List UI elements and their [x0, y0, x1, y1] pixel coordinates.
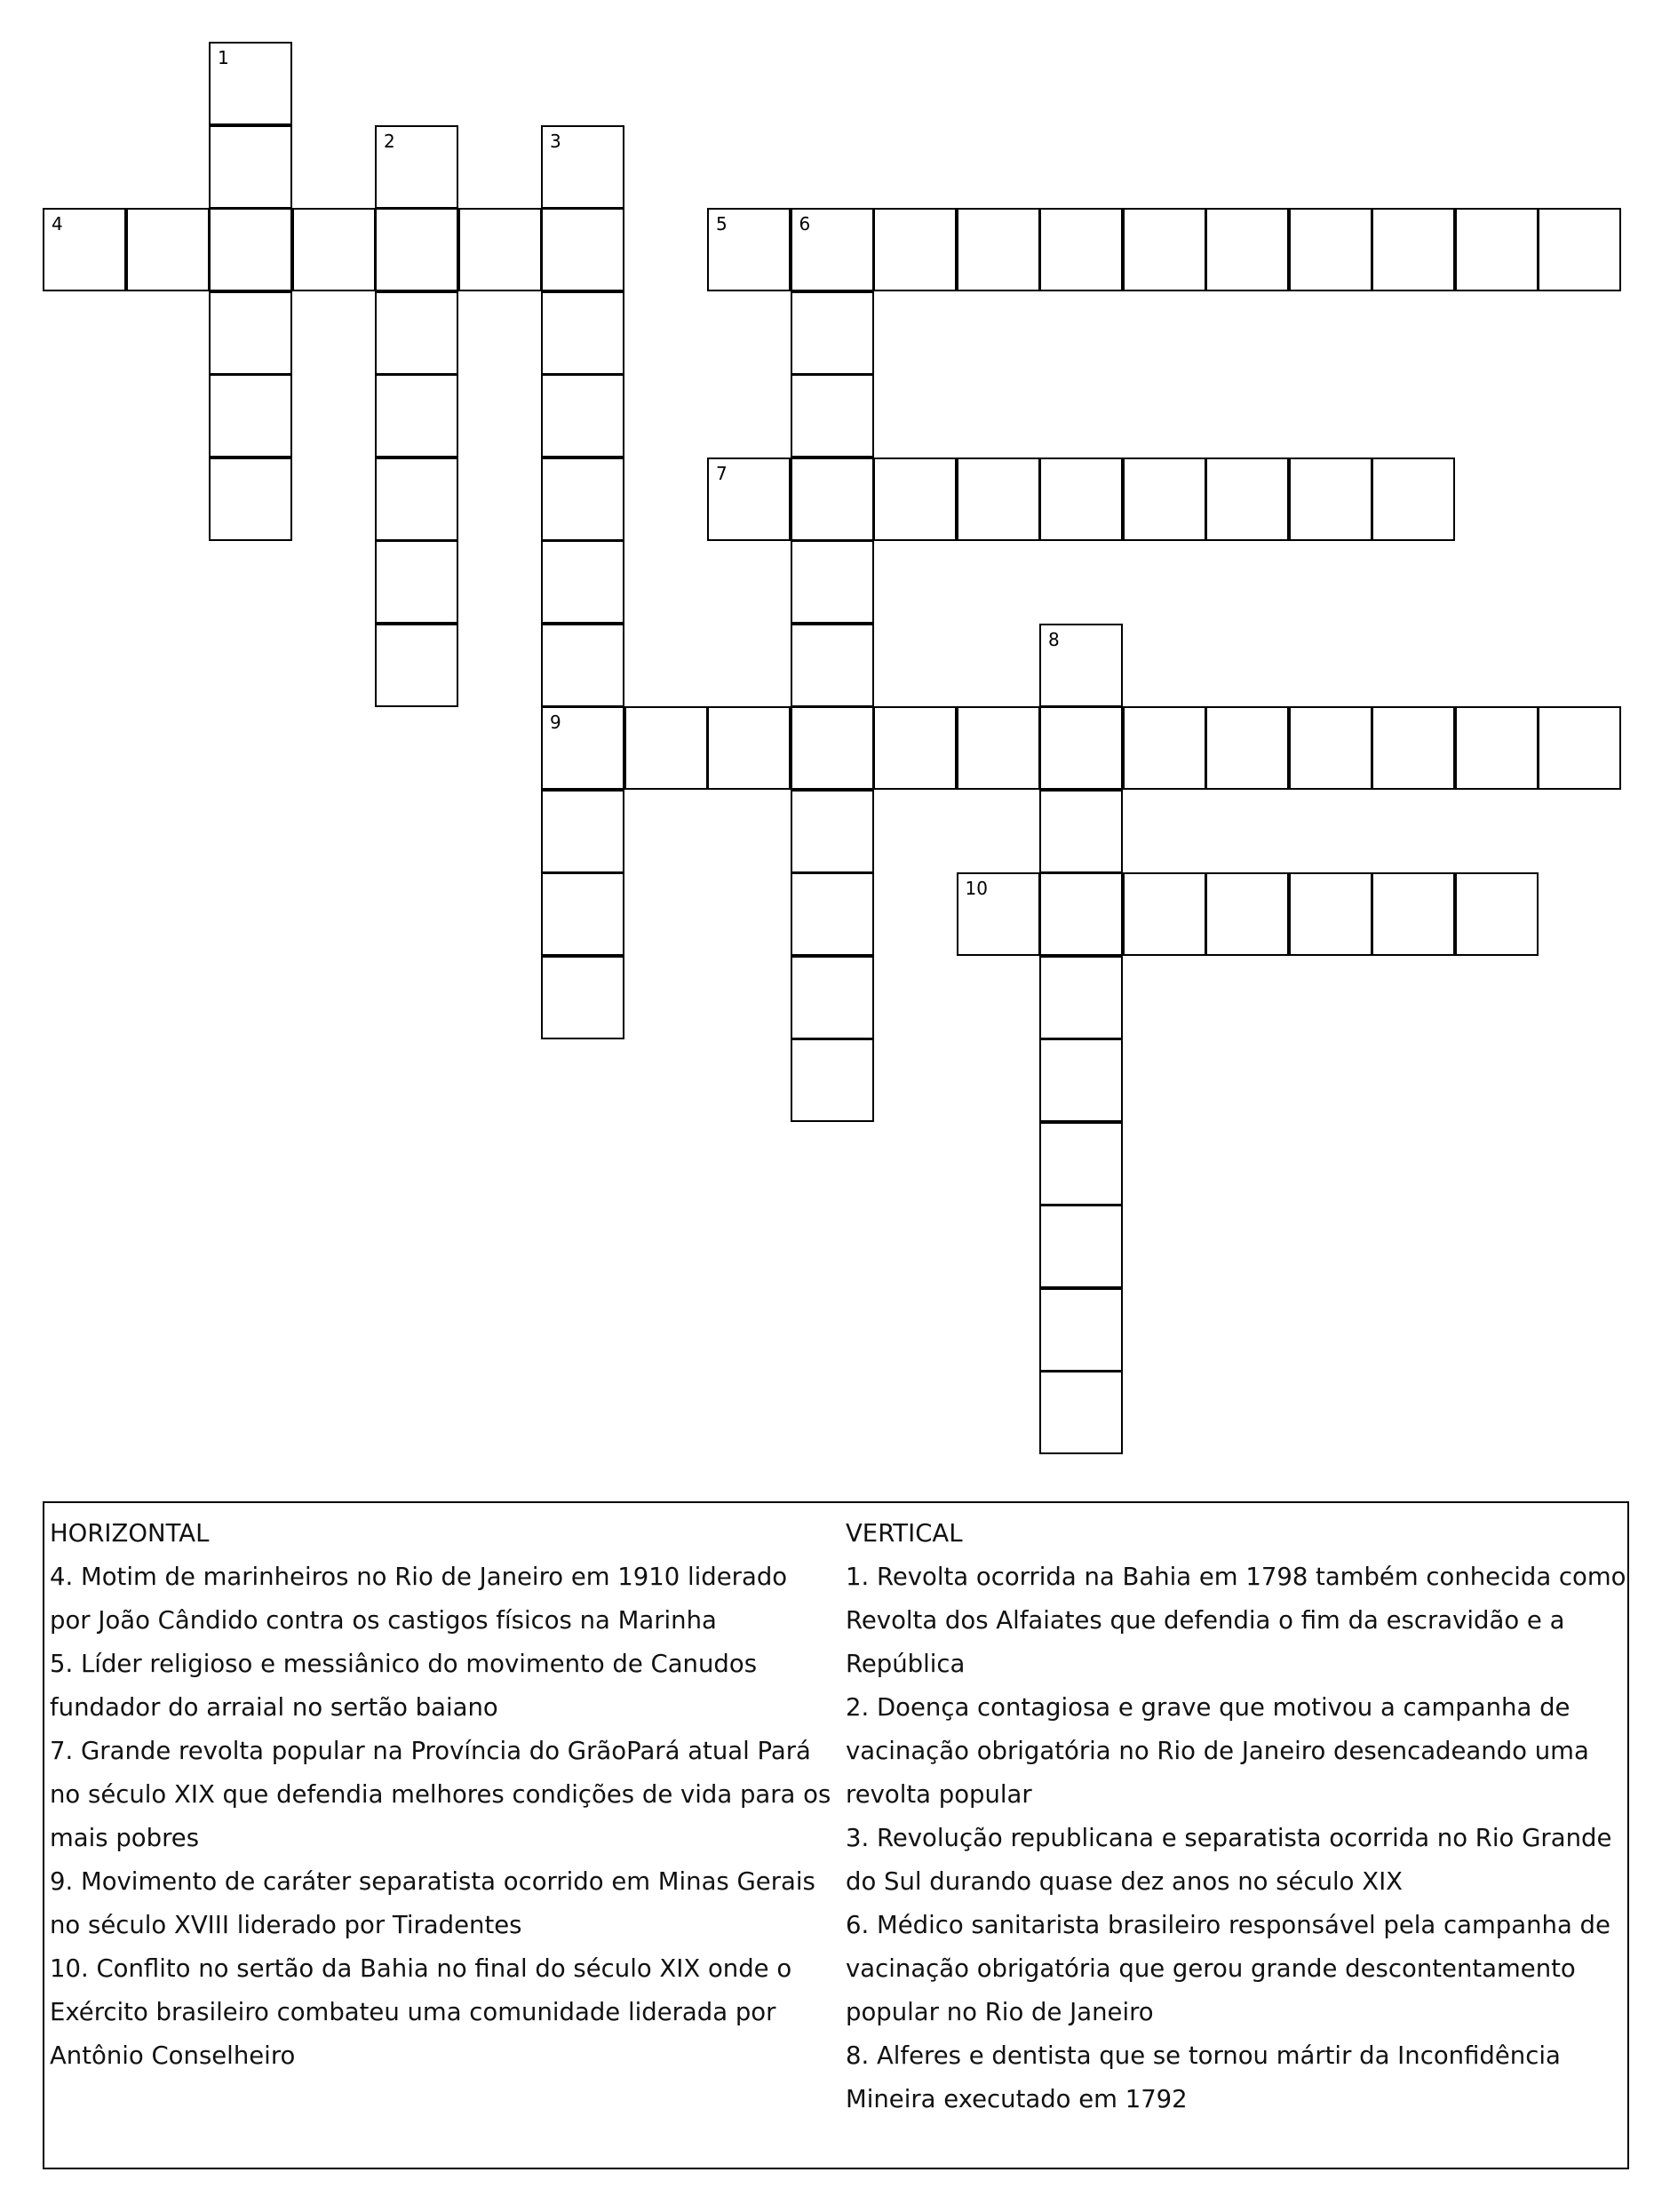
crossword-cell[interactable]: [1039, 208, 1123, 291]
crossword-cell[interactable]: [957, 706, 1040, 790]
crossword-cell[interactable]: [541, 374, 624, 458]
crossword-cell[interactable]: [1455, 208, 1539, 291]
crossword-cell[interactable]: [375, 624, 458, 707]
crossword-cell[interactable]: [873, 706, 957, 790]
clue-number: 4: [52, 213, 63, 235]
crossword-cell[interactable]: [873, 458, 957, 541]
crossword-cell[interactable]: [791, 624, 874, 707]
crossword-cell[interactable]: [1039, 1288, 1123, 1372]
crossword-cell[interactable]: [707, 706, 791, 790]
clue-vertical-3: 3. Revolução republicana e separatista ocorrida no Rio Grande do Sul durando quase dez anos no século XIX: [846, 1824, 1612, 1896]
crossword-cell[interactable]: [1123, 458, 1206, 541]
crossword-cell[interactable]: [957, 458, 1040, 541]
crossword-cell[interactable]: [541, 540, 624, 624]
crossword-cell[interactable]: [375, 125, 458, 209]
clue-vertical-6: 6. Médico sanitarista brasileiro responsável pela campanha de vacinação obrigatória que gerou grande descontentamento popular no Rio de Janeiro: [846, 1911, 1610, 2026]
crossword-cell[interactable]: [1039, 1205, 1123, 1288]
horizontal-heading: HORIZONTAL: [50, 1519, 210, 1548]
crossword-cell[interactable]: [1538, 208, 1621, 291]
crossword-cell[interactable]: [1039, 624, 1123, 707]
clue-number: 7: [716, 462, 728, 484]
crossword-cell[interactable]: [375, 458, 458, 541]
clue-horizontal-10: 10. Conflito no sertão da Bahia no final do século XIX onde o Exército brasileiro combateu uma comunidade liderada por Antônio Conselheiro: [50, 1954, 792, 2070]
crossword-cell[interactable]: [1289, 706, 1372, 790]
crossword-cell[interactable]: [126, 208, 210, 291]
clue-horizontal-5: 5. Líder religioso e messiânico do movimento de Canudos fundador do arraial no sertão baiano: [50, 1650, 758, 1722]
clue-number: 2: [384, 130, 395, 152]
crossword-cell[interactable]: [1123, 208, 1206, 291]
crossword-cell[interactable]: [957, 208, 1040, 291]
crossword-cell[interactable]: [1205, 458, 1289, 541]
crossword-cell[interactable]: [1039, 872, 1123, 956]
crossword-cell[interactable]: [1123, 706, 1206, 790]
clue-number: 8: [1048, 628, 1060, 650]
crossword-cell[interactable]: [1372, 706, 1455, 790]
clue-number: 5: [716, 213, 728, 235]
crossword-cell[interactable]: [541, 956, 624, 1039]
crossword-cell[interactable]: [541, 125, 624, 209]
crossword-cell[interactable]: [791, 956, 874, 1039]
crossword-cell[interactable]: [1205, 872, 1289, 956]
clue-number: 6: [799, 213, 811, 235]
crossword-cell[interactable]: [375, 291, 458, 375]
crossword-cell[interactable]: [873, 208, 957, 291]
crossword-cell[interactable]: [209, 374, 292, 458]
crossword-cell[interactable]: [1289, 458, 1372, 541]
clue-horizontal-4: 4. Motim de marinheiros no Rio de Janeiro em 1910 liderado por João Cândido contra os castigos físicos na Marinha: [50, 1563, 788, 1635]
crossword-cell[interactable]: [1372, 872, 1455, 956]
clue-vertical-8: 8. Alferes e dentista que se tornou mártir da Inconfidência Mineira executado em 1792: [846, 2041, 1561, 2113]
crossword-cell[interactable]: [1289, 208, 1372, 291]
crossword-cell[interactable]: [1205, 706, 1289, 790]
crossword-cell[interactable]: [541, 458, 624, 541]
crossword-cell[interactable]: [791, 790, 874, 873]
crossword-cell[interactable]: [791, 458, 874, 541]
crossword-cell[interactable]: [1039, 1371, 1123, 1454]
crossword-cell[interactable]: [209, 208, 292, 291]
crossword-cell[interactable]: [1039, 1038, 1123, 1122]
crossword-cell[interactable]: [541, 706, 624, 790]
clue-number: 1: [218, 47, 229, 68]
crossword-cell[interactable]: [541, 790, 624, 873]
crossword-cell[interactable]: [624, 706, 708, 790]
horizontal-clues: [50, 1512, 831, 2078]
crossword-cell[interactable]: [375, 540, 458, 624]
crossword-cell[interactable]: [541, 291, 624, 375]
clue-horizontal-7: 7. Grande revolta popular na Província do GrãoPará atual Pará no século XIX que defendia melhores condições de vida para os mais pobres: [50, 1737, 831, 1852]
clue-number: 9: [550, 712, 561, 733]
vertical-clues: [846, 1512, 1627, 2121]
crossword-cell[interactable]: [1039, 458, 1123, 541]
crossword-cell[interactable]: [1372, 208, 1455, 291]
crossword-cell[interactable]: [1123, 872, 1206, 956]
crossword-cell[interactable]: [209, 291, 292, 375]
crossword-cell[interactable]: [957, 872, 1040, 956]
crossword-cell[interactable]: [791, 374, 874, 458]
crossword-cell[interactable]: [791, 208, 874, 291]
vertical-heading: VERTICAL: [846, 1519, 963, 1548]
crossword-cell[interactable]: [1455, 872, 1539, 956]
crossword-cell[interactable]: [292, 208, 376, 291]
clue-vertical-1: 1. Revolta ocorrida na Bahia em 1798 também conhecida como Revolta dos Alfaiates que defendia o fim da escravidão e a República: [846, 1563, 1626, 1678]
crossword-cell[interactable]: [707, 208, 791, 291]
crossword-cell[interactable]: [375, 208, 458, 291]
crossword-cell[interactable]: [209, 42, 292, 125]
clue-number: 10: [965, 878, 988, 899]
crossword-cell[interactable]: [1039, 790, 1123, 873]
crossword-cell[interactable]: [791, 540, 874, 624]
crossword-cell[interactable]: [43, 208, 126, 291]
clue-number: 3: [550, 130, 561, 152]
crossword-cell[interactable]: [791, 872, 874, 956]
crossword-cell[interactable]: [791, 291, 874, 375]
crossword-cell[interactable]: [1205, 208, 1289, 291]
crossword-cell[interactable]: [541, 872, 624, 956]
crossword-cell[interactable]: [1039, 1122, 1123, 1205]
crossword-cell[interactable]: [209, 458, 292, 541]
clue-horizontal-9: 9. Movimento de caráter separatista ocorrido em Minas Gerais no século XVIII liderado por Tiradentes: [50, 1867, 815, 1939]
clues-box: [43, 1501, 1629, 2169]
crossword-cell[interactable]: [1538, 706, 1621, 790]
crossword-cell[interactable]: [1372, 458, 1455, 541]
crossword-cell[interactable]: [375, 374, 458, 458]
clue-vertical-2: 2. Doença contagiosa e grave que motivou a campanha de vacinação obrigatória no Rio de Janeiro desencadeando uma revolta popular: [846, 1693, 1589, 1809]
crossword-cell[interactable]: [458, 208, 542, 291]
crossword-cell[interactable]: [209, 125, 292, 209]
crossword-cell[interactable]: [541, 624, 624, 707]
crossword-cell[interactable]: [1455, 706, 1539, 790]
crossword-cell[interactable]: [1289, 872, 1372, 956]
crossword-cell[interactable]: [1039, 706, 1123, 790]
crossword-cell[interactable]: [707, 458, 791, 541]
crossword-cell[interactable]: [1039, 956, 1123, 1039]
crossword-cell[interactable]: [791, 1038, 874, 1122]
crossword-cell[interactable]: [541, 208, 624, 291]
crossword-cell[interactable]: [791, 706, 874, 790]
